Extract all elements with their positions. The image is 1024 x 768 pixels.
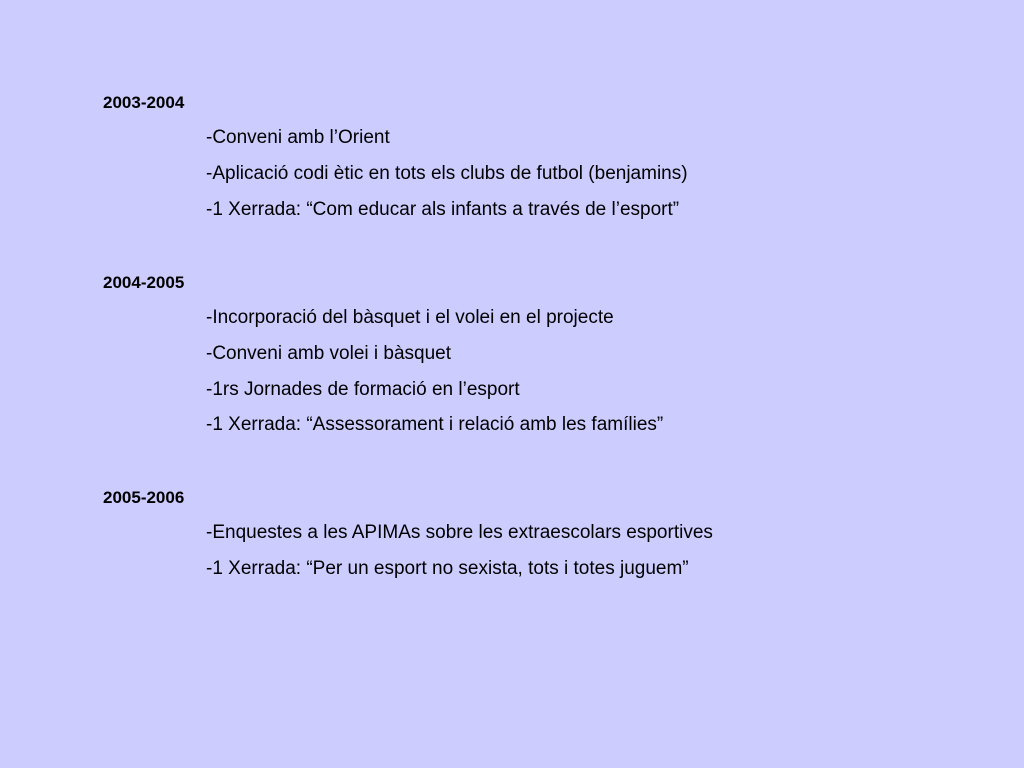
list-item: -1rs Jornades de formació en l’esport (206, 379, 520, 400)
list-item: -Enquestes a les APIMAs sobre les extraescolars esportives (206, 522, 713, 543)
list-item: -Conveni amb l’Orient (206, 127, 390, 148)
list-item: -Aplicació codi ètic en tots els clubs de futbol (benjamins) (206, 163, 688, 184)
section-year-2005-2006: 2005-2006 (103, 488, 185, 507)
section-year-2003-2004: 2003-2004 (103, 93, 185, 112)
list-item: -Conveni amb volei i bàsquet (206, 343, 452, 364)
list-item: -1 Xerrada: “Per un esport no sexista, tots i totes juguem” (206, 558, 689, 579)
list-item: -1 Xerrada: “Assessorament i relació amb les famílies” (206, 414, 664, 435)
list-item: -1 Xerrada: “Com educar als infants a través de l’esport” (206, 199, 680, 220)
section-year-2004-2005: 2004-2005 (103, 273, 185, 292)
list-item: -Incorporació del bàsquet i el volei en el projecte (206, 307, 614, 328)
